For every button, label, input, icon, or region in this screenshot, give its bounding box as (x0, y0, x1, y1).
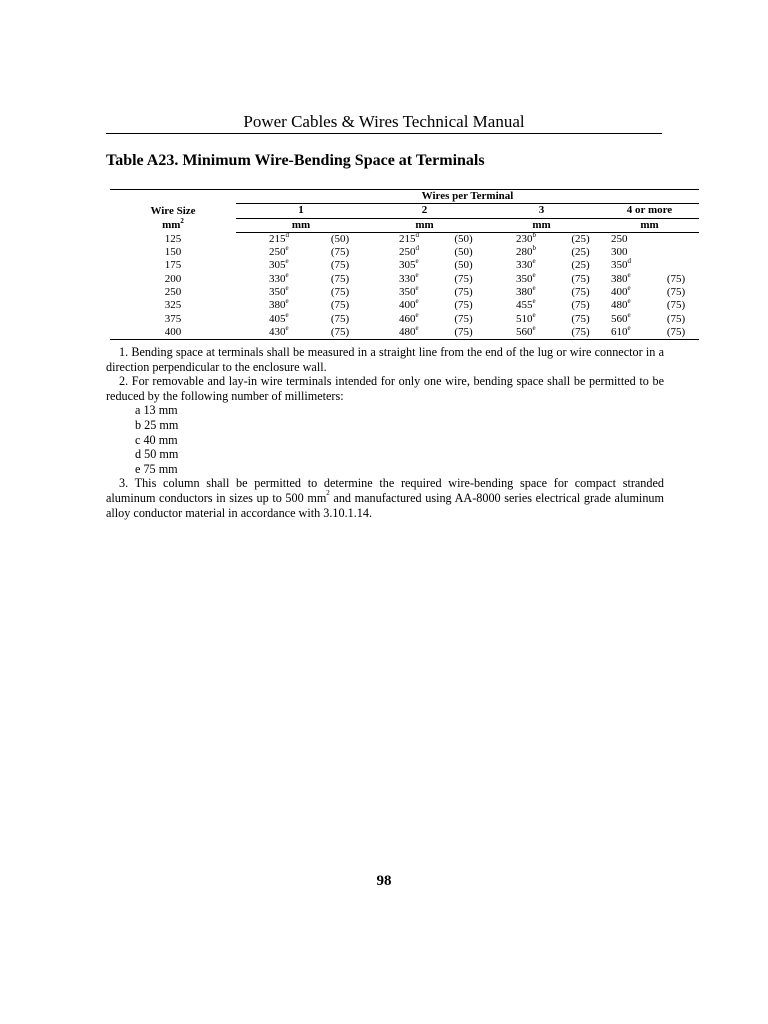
space-value-cell: 380e (611, 270, 631, 285)
reduction-item: c 40 mm (135, 432, 178, 447)
reduction-cell: (75) (330, 259, 350, 272)
reduction-item: e 75 mm (135, 461, 178, 476)
space-value-cell: 560e (611, 310, 631, 325)
reduction-cell: (75) (666, 312, 686, 325)
reduction-cell: (75) (653, 326, 699, 340)
note-3: 3. This column shall be permitted to determine the required wire-bending space for compact stranded aluminum conductors in sizes up to 500 $mm^2$ and manufactured using AA-8000 series electrical grade aluminum alloy conductor material in accordance with 3.10.1.14. (106, 476, 664, 520)
space-value-cell: 330e (269, 270, 289, 285)
space-value-cell: 430e (236, 326, 314, 340)
running-header: Power Cables & Wires Technical Manual (243, 112, 525, 131)
reduction-cell: (75) (330, 272, 350, 285)
reduction-cell: (25) (571, 232, 590, 245)
table-row (110, 246, 699, 259)
table-row (110, 313, 699, 326)
reduction-cell: (75) (666, 272, 686, 285)
space-value-cell: 250e (269, 244, 289, 259)
space-value-cell: 215$^d$ (399, 230, 419, 245)
table-row (110, 286, 699, 299)
space-value-cell: 380e (269, 297, 289, 312)
wire-size-cell: 375 (164, 312, 182, 325)
space-value-cell: 330e (516, 257, 536, 272)
column-header: 3 (483, 204, 600, 218)
reduction-item: a 13 mm (135, 403, 178, 418)
wire-size-cell: 125 (164, 232, 182, 245)
reduction-cell: (75) (454, 272, 473, 285)
size-unit-header: $mm^2$ (162, 217, 184, 232)
reduction-cell (653, 246, 699, 259)
reduction-cell: (75) (330, 299, 350, 312)
reduction-cell: (25) (571, 246, 590, 259)
column-header: 2 (366, 204, 483, 218)
reduction-cell: (50) (454, 246, 473, 259)
reduction-cell: (75) (666, 299, 686, 312)
group-header: Wires per Terminal (236, 190, 699, 204)
space-value-cell: 460e (399, 310, 419, 325)
space-value-cell: 455e (516, 297, 536, 312)
table-notes (106, 345, 664, 520)
reduction-item: d 50 mm (135, 447, 179, 462)
space-value-cell: 350e (269, 284, 289, 299)
size-header: Wire Size (150, 204, 196, 217)
wire-size-cell: 250 (164, 286, 182, 299)
table-row (110, 299, 699, 312)
table-title: Table A23. Minimum Wire-Bending Space at Terminals (106, 152, 485, 169)
space-value-cell: 305e (269, 257, 289, 272)
space-value-cell: 250 (611, 232, 628, 245)
note-1: 1. Bending space at terminals shall be measured in a straight line from the end of the lug or wire connector in a direction perpendicular to the enclosure wall. (106, 345, 664, 374)
reduction-cell: (75) (444, 326, 483, 340)
table-row (110, 232, 699, 246)
space-value-cell: 350$^d$ (611, 257, 631, 272)
reduction-cell: (50) (330, 232, 350, 245)
wire-size-cell: 400 (110, 326, 236, 340)
wire-size-cell: 175 (164, 259, 182, 272)
wire-bending-table (110, 189, 686, 340)
reduction-cell: (75) (666, 286, 686, 299)
space-value-cell: 305e (399, 257, 419, 272)
space-value-cell: 330e (399, 270, 419, 285)
reduction-cell: (75) (454, 312, 473, 325)
space-value-cell: 300 (611, 246, 628, 259)
space-value-cell: 400e (611, 284, 631, 299)
note-2: 2. For removable and lay-in wire terminals intended for only one wire, bending space shall be permitted to be reduced by the following number of millimeters: (106, 374, 664, 403)
reduction-cell: (75) (330, 286, 350, 299)
reduction-cell: (75) (454, 286, 473, 299)
reduction-cell: (75) (571, 299, 590, 312)
space-value-cell: 350e (399, 284, 419, 299)
table-row (110, 273, 699, 286)
space-value-cell: 560e (483, 326, 561, 340)
reduction-cell (653, 232, 699, 246)
wire-size-cell: 200 (164, 272, 182, 285)
reduction-cell: (75) (571, 312, 590, 325)
space-value-cell: 380e (516, 284, 536, 299)
space-value-cell: 215$^d$ (269, 230, 289, 245)
space-value-cell: 610e (600, 326, 653, 340)
reduction-cell: (75) (330, 246, 350, 259)
space-value-cell: 480e (611, 297, 631, 312)
reduction-cell: (75) (561, 326, 600, 340)
reduction-cell: (75) (571, 286, 590, 299)
unit-header: mm (366, 218, 483, 232)
wire-size-cell: 150 (164, 246, 182, 259)
reduction-cell (653, 259, 699, 272)
reduction-cell: (75) (454, 299, 473, 312)
header-rule (106, 133, 662, 134)
unit-header: mm (600, 218, 699, 232)
reduction-cell: (50) (454, 259, 473, 272)
space-value-cell: 400e (399, 297, 419, 312)
column-header: 4 or more (600, 204, 699, 218)
space-value-cell: 250$^d$ (399, 244, 419, 259)
reduction-cell: (75) (330, 312, 350, 325)
unit-header: mm (236, 218, 366, 232)
table-row (110, 259, 699, 272)
space-value-cell: 405e (269, 310, 289, 325)
space-value-cell: 480e (366, 326, 444, 340)
reduction-cell: (75) (571, 272, 590, 285)
space-value-cell: 230$^b$ (516, 230, 536, 245)
column-header: 1 (236, 204, 366, 218)
reduction-cell: (25) (571, 259, 590, 272)
reduction-cell: (75) (314, 326, 366, 340)
unit-header: mm (483, 218, 600, 232)
space-value-cell: 350e (516, 270, 536, 285)
space-value-cell: 510e (516, 310, 536, 325)
wire-size-cell: 325 (164, 299, 182, 312)
table-row (110, 326, 699, 340)
reduction-item: b 25 mm (135, 417, 179, 432)
page-number: 98 (376, 873, 392, 889)
reduction-cell: (50) (454, 232, 473, 245)
space-value-cell: 280$^b$ (516, 244, 536, 259)
